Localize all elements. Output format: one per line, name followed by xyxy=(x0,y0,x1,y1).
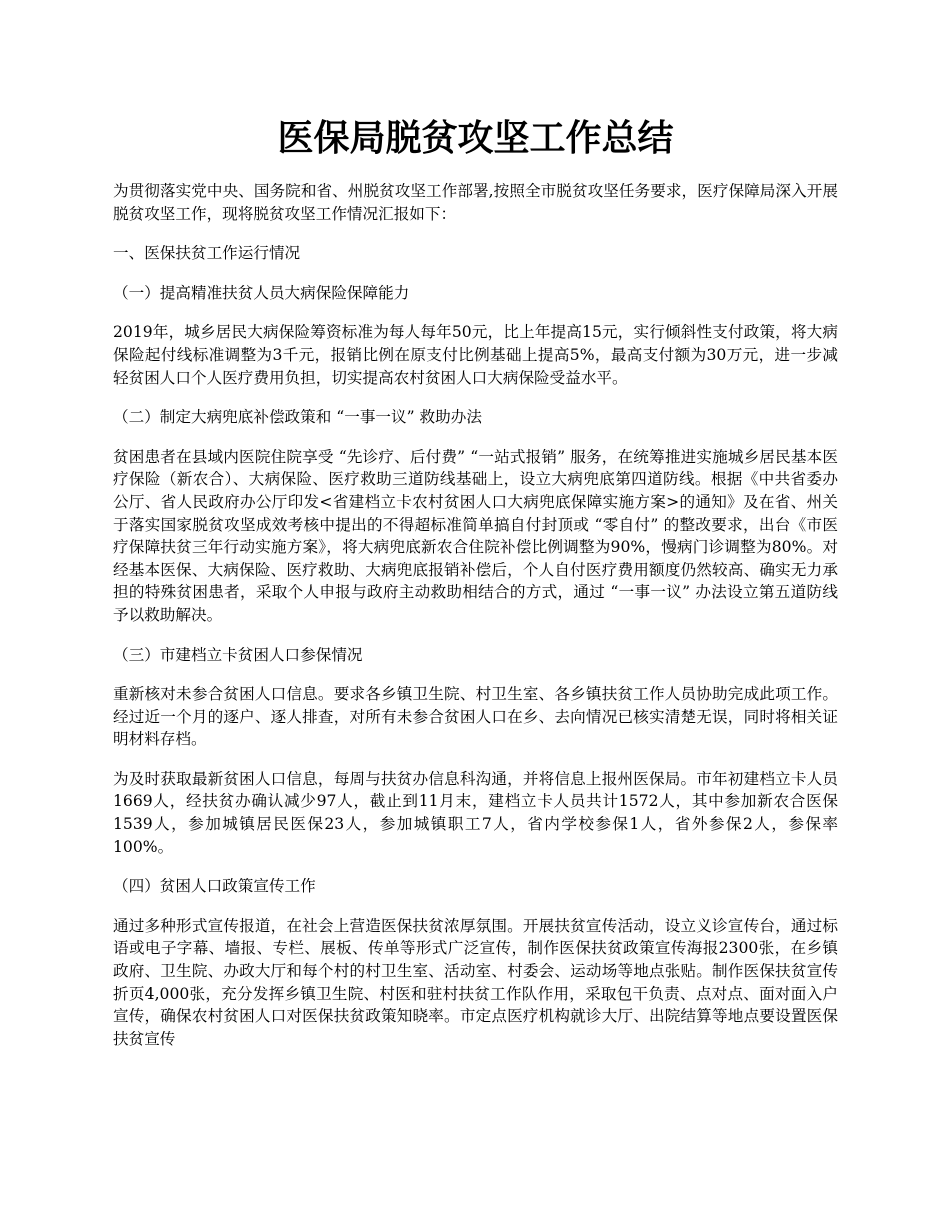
intro-paragraph: 为贯彻落实党中央、国务院和省、州脱贫攻坚工作部署,按照全市脱贫攻坚任务要求，医疗保障局深入开展脱贫攻坚工作，现将脱贫攻坚工作情况汇报如下： xyxy=(113,182,838,223)
subsection-heading-4: （四）贫困人口政策宣传工作 xyxy=(113,877,316,896)
subsection-heading-1: （一）提高精准扶贫人员大病保险保障能力 xyxy=(113,283,410,302)
body-paragraph: 重新核对未参合贫困人口信息。要求各乡镇卫生院、村卫生室、各乡镇扶贫工作人员协助完成此项工作。经过近一个月的逐户、逐人排查，对所有未参合贫困人口在乡、去向情况已核实清楚无误，同时将相关证明材料存档。 xyxy=(113,685,838,749)
section-heading-1: 一、医保扶贫工作运行情况 xyxy=(113,244,301,263)
body-paragraph: 贫困患者在县域内医院住院享受 “先诊疗、后付费” “一站式报销” 服务，在统筹推进实施城乡居民基本医疗保险（新农合）、大病保险、医疗救助三道防线基础上，设立大病兜底第四道防线。根据《中共省委办公厅、省人民政府办公厅印发<省建档立卡农村贫困人口大病兜底保障实施方案>的通知》及在省、州关于落实国家脱贫攻坚成效考核中提出的不得超标准简单搞自付封顶或 “零自付” 的整改要求，出台《市医疗保障扶贫三年行动实施方案》，将大病兜底新农合住院补偿比例调整为90%，慢病门诊调整为80%。对经基本医保、大病保险、医疗救助、大病兜底报销补偿后，个人自付医疗费用额度仍然较高、确实无力承担的特殊贫困患者，采取个人申报与政府主动救助相结合的方式，通过 “一事一议” 办法设立第五道防线予以救助解决。 xyxy=(113,447,838,624)
body-paragraph: 为及时获取最新贫困人口信息，每周与扶贫办信息科沟通，并将信息上报州医保局。市年初建档立卡人员1669人，经扶贫办确认减少97人，截止到11月末，建档立卡人员共计1572人，其中参加新农合医保1539人，参加城镇居民医保23人，参加城镇职工7人，省内学校参保1人，省外参保2人，参保率100%。 xyxy=(113,769,838,856)
document-page xyxy=(113,0,838,1050)
body-paragraph: 2019年，城乡居民大病保险筹资标准为每人每年50元，比上年提高15元，实行倾斜性支付政策，将大病保险起付线标准调整为3千元，报销比例在原支付比例基础上提高5%，最高支付额为30万元，进一步减轻贫困人口个人医疗费用负担，切实提高农村贫困人口大病保险受益水平。 xyxy=(113,323,838,387)
subsection-heading-2: （二）制定大病兜底补偿政策和 “一事一议” 救助办法 xyxy=(113,408,482,427)
body-paragraph: 通过多种形式宣传报道，在社会上营造医保扶贫浓厚氛围。开展扶贫宣传活动，设立义诊宣传台，通过标语或电子字幕、墙报、专栏、展板、传单等形式广泛宣传，制作医保扶贫政策宣传海报2300张，在乡镇政府、卫生院、办政大厅和每个村的村卫生室、活动室、村委会、运动场等地点张贴。制作医保扶贫宣传折页4,000张，充分发挥乡镇卫生院、村医和驻村扶贫工作队作用，采取包干负责、点对点、面对面入户宣传，确保农村贫困人口对医保扶贫政策知晓率。市定点医疗机构就诊大厅、出院结算等地点要设置医保扶贫宣传 xyxy=(113,916,838,1048)
subsection-heading-3: （三）市建档立卡贫困人口参保情况 xyxy=(113,645,363,664)
document-title: 医保局脱贫攻坚工作总结 xyxy=(277,117,674,159)
